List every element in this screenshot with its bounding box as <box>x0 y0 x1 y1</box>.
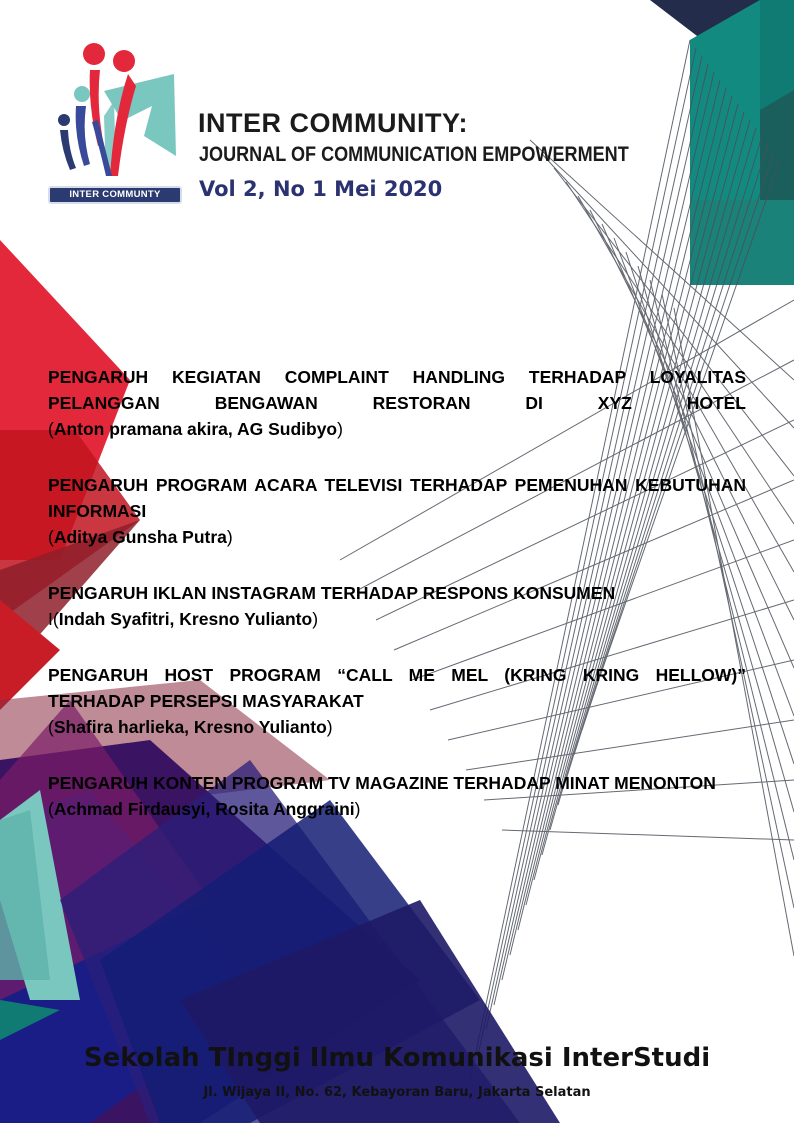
authors-names: Anton pramana akira, AG Sudibyo <box>53 419 338 439</box>
authors-open-paren: ( <box>48 717 54 737</box>
article-title: PENGARUH KONTEN PROGRAM TV MAGAZINE TERHADAP MINAT MENONTON <box>48 773 716 793</box>
article-title: PENGARUH PROGRAM ACARA TELEVISI TERHADAP PEMENUHAN KEBUTUHAN INFORMASI <box>48 475 746 521</box>
journal-title: INTER COMMUNITY: <box>198 108 468 138</box>
authors-open-paren: ( <box>48 527 54 547</box>
authors-open-paren: I( <box>48 609 59 629</box>
authors-names: Shafira harlieka, Kresno Yulianto <box>53 717 327 737</box>
institution-name: Sekolah TInggi Ilmu Komunikasi InterStudi <box>83 1043 711 1073</box>
article-title: PENGARUH IKLAN INSTAGRAM TERHADAP RESPONS KONSUMEN <box>48 583 616 603</box>
authors-names: Achmad Firdausyi, Rosita Anggraini <box>53 799 355 819</box>
authors-close-paren: ) <box>226 527 233 547</box>
article-authors <box>48 416 746 442</box>
authors-names: Indah Syafitri, Kresno Yulianto <box>58 609 313 629</box>
article-title: PENGARUH KEGIATAN COMPLAINT HANDLING TERHADAP LOYALITAS PELANGGAN BENGAWAN RESTORAN DI XYZ HOTEL <box>48 367 746 413</box>
top-right-corner-shapes <box>650 0 794 285</box>
authors-open-paren: ( <box>48 419 54 439</box>
authors-close-paren: ) <box>337 419 343 439</box>
article-item <box>48 364 746 442</box>
journal-logo <box>44 36 184 208</box>
authors-open-paren: ( <box>48 799 54 819</box>
institution-address: Jl. Wijaya II, No. 62, Kebayoran Baru, Jakarta Selatan <box>203 1085 591 1100</box>
article-item <box>48 770 746 822</box>
article-authors <box>48 714 746 740</box>
article-list <box>48 364 746 852</box>
journal-subtitle: JOURNAL OF COMMUNICATION EMPOWERMENT <box>199 143 629 166</box>
article-item <box>48 472 746 550</box>
inter-community-logo-icon <box>44 36 184 186</box>
article-item <box>48 662 746 740</box>
authors-close-paren: ) <box>312 609 319 629</box>
authors-names: Aditya Gunsha Putra <box>53 527 227 547</box>
authors-close-paren: ) <box>354 799 361 819</box>
article-authors <box>48 796 746 822</box>
article-authors <box>48 606 746 632</box>
issue-info: Vol 2, No 1 Mei 2020 <box>199 177 443 201</box>
article-item <box>48 580 746 632</box>
article-title: PENGARUH HOST PROGRAM “CALL ME MEL (KRING KRING HELLOW)” TERHADAP PERSEPSI MASYARAKAT <box>48 665 746 711</box>
article-authors <box>48 524 746 550</box>
authors-close-paren: ) <box>326 717 333 737</box>
logo-badge: INTER COMMUNTY <box>48 186 182 204</box>
